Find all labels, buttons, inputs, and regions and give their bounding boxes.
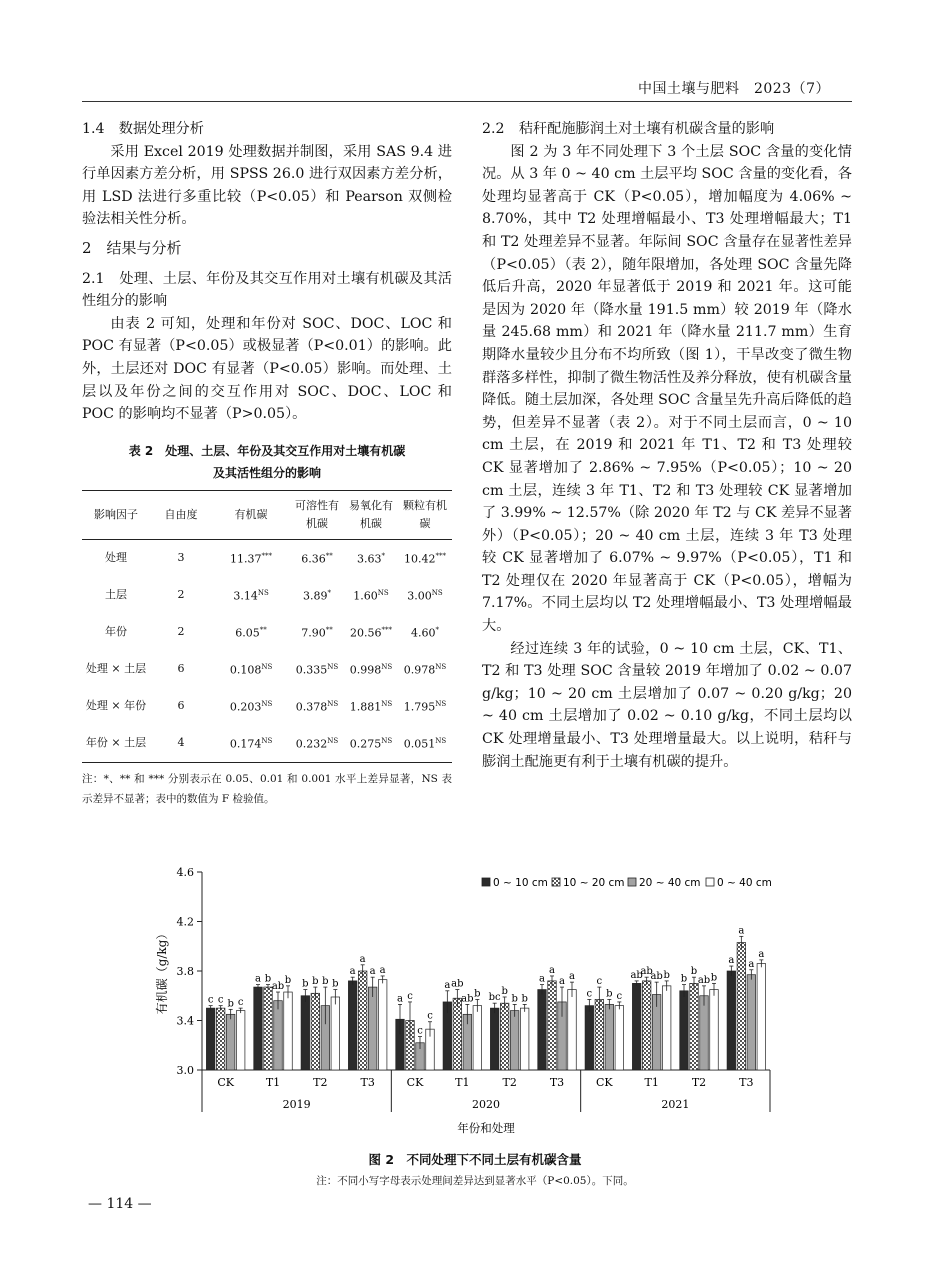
bar bbox=[301, 996, 310, 1070]
df-cell: 6 bbox=[177, 662, 185, 676]
x-tick-label: CK bbox=[406, 1076, 424, 1089]
bar bbox=[710, 990, 719, 1070]
table-row bbox=[82, 577, 452, 614]
bar bbox=[311, 993, 320, 1070]
significance-letter: b bbox=[322, 976, 329, 988]
value-cell: 10.42*** bbox=[404, 552, 446, 567]
bar bbox=[538, 990, 547, 1070]
significance-letter: c bbox=[217, 994, 224, 1006]
x-tick-label: T3 bbox=[739, 1076, 754, 1089]
bar bbox=[236, 1011, 245, 1070]
bar bbox=[615, 1006, 624, 1070]
significance-letter: ab bbox=[271, 981, 285, 993]
y-tick-label: 3.4 bbox=[176, 1014, 194, 1028]
bar bbox=[520, 1008, 529, 1070]
bar bbox=[358, 971, 367, 1070]
x-tick-label: T1 bbox=[265, 1076, 281, 1089]
x-tick-label: T2 bbox=[502, 1076, 517, 1089]
bar bbox=[216, 1008, 225, 1070]
value-cell: $0.051^{NS}$ bbox=[403, 737, 447, 752]
bar bbox=[662, 986, 671, 1070]
value-cell: $0.998^{NS}$ bbox=[349, 663, 393, 678]
value-cell: $0.275^{NS}$ bbox=[349, 737, 393, 752]
y-axis-label: 有机碳（g/kg） bbox=[155, 927, 169, 1015]
x-tick-label: T2 bbox=[691, 1076, 707, 1089]
figure-caption: 图 2 不同处理下不同土层有机碳含量 bbox=[368, 1152, 582, 1167]
bar bbox=[368, 987, 377, 1070]
right-column bbox=[482, 118, 852, 773]
value-cell: $1.60^{NS}$ bbox=[353, 589, 389, 604]
value-cell: 4.60* bbox=[411, 626, 439, 641]
significance-letter: c bbox=[596, 976, 603, 988]
left-column bbox=[82, 118, 452, 809]
bar bbox=[690, 983, 699, 1070]
significance-letter: a bbox=[728, 955, 735, 967]
significance-letter: b bbox=[690, 966, 698, 978]
significance-letter: c bbox=[407, 990, 413, 1002]
table-caption bbox=[82, 440, 452, 484]
significance-letter: b bbox=[332, 978, 339, 990]
value-cell: $0.232^{NS}$ bbox=[295, 737, 339, 752]
bar bbox=[585, 1006, 594, 1070]
significance-letter: c bbox=[417, 1025, 423, 1037]
significance-letter: b bbox=[284, 974, 292, 986]
bar bbox=[642, 981, 651, 1070]
value-cell: 3.89* bbox=[303, 589, 331, 604]
table-row bbox=[82, 651, 452, 688]
significance-letter: a bbox=[444, 979, 451, 991]
table-row bbox=[82, 614, 452, 651]
factor-cell: 年份 bbox=[105, 625, 127, 639]
year-label: 2021 bbox=[661, 1098, 690, 1111]
bar bbox=[473, 1006, 482, 1070]
significance-letter: a bbox=[569, 971, 575, 983]
value-cell: 6.36** bbox=[301, 552, 333, 567]
significance-letter: a bbox=[359, 953, 366, 965]
value-cell: $3.00^{NS}$ bbox=[407, 589, 443, 604]
year-label: 2020 bbox=[472, 1098, 500, 1111]
df-cell: 2 bbox=[177, 625, 185, 639]
table-caption-line1: 表 2 处理、土层、年份及其交互作用对土壤有机碳 bbox=[128, 443, 406, 458]
significance-letter: a bbox=[738, 925, 745, 937]
x-tick-label: T3 bbox=[360, 1076, 375, 1089]
journal-header: 中国土壤与肥料 2023（7） bbox=[637, 81, 830, 97]
legend-label: 10 ~ 20 cm bbox=[563, 877, 625, 889]
y-tick-label: 3.0 bbox=[176, 1064, 194, 1077]
value-cell: 20.56*** bbox=[350, 626, 392, 641]
x-tick-label: CK bbox=[596, 1076, 613, 1089]
bar bbox=[605, 1004, 614, 1070]
legend-swatch bbox=[482, 878, 490, 886]
table-row bbox=[82, 539, 452, 577]
header-rule bbox=[82, 101, 852, 102]
value-cell: $0.335^{NS}$ bbox=[295, 663, 339, 678]
bar bbox=[264, 987, 273, 1070]
table-header-row bbox=[82, 490, 452, 539]
df-cell: 6 bbox=[177, 699, 185, 713]
bar bbox=[548, 981, 557, 1070]
significance-letter: ab bbox=[630, 969, 643, 981]
df-cell: 2 bbox=[177, 588, 185, 602]
value-cell: $0.978^{NS}$ bbox=[403, 663, 447, 678]
significance-letter: b bbox=[606, 988, 613, 1000]
value-cell: 6.05** bbox=[235, 626, 267, 641]
anova-table bbox=[82, 490, 452, 763]
section-2-1-title: 2.1 处理、土层、年份及其交互作用对土壤有机碳及其活性组分的影响 bbox=[82, 270, 452, 310]
legend-label: 0 ~ 10 cm bbox=[493, 877, 548, 889]
significance-letter: a bbox=[549, 964, 555, 976]
factor-cell: 土层 bbox=[105, 588, 127, 602]
df-cell: 3 bbox=[177, 551, 185, 565]
legend-swatch bbox=[552, 878, 560, 886]
legend-swatch bbox=[706, 878, 714, 886]
x-tick-label: T2 bbox=[313, 1076, 328, 1089]
significance-letter: a bbox=[758, 948, 765, 960]
significance-letter: c bbox=[616, 990, 623, 1002]
significance-letter: a bbox=[397, 993, 403, 1005]
significance-letter: ab bbox=[697, 974, 711, 986]
page-number: — 114 — bbox=[88, 1196, 152, 1212]
significance-letter: b bbox=[680, 973, 688, 985]
significance-letter: ab bbox=[461, 993, 474, 1005]
section-1-4-title: 1.4 数据处理分析 bbox=[82, 121, 204, 137]
x-tick-label: T3 bbox=[549, 1076, 565, 1089]
bar bbox=[274, 1001, 283, 1070]
section-2-2-title: 2.2 秸秆配施膨润土对土壤有机碳含量的影响 bbox=[482, 121, 775, 137]
significance-letter: b bbox=[227, 998, 234, 1010]
significance-letter: a bbox=[539, 973, 545, 985]
figure-note: 注：不同小写字母表示处理间差异达到显著水平（P<0.05）。下同。 bbox=[316, 1175, 634, 1187]
bar bbox=[500, 1003, 509, 1070]
significance-letter: a bbox=[748, 958, 755, 970]
bar bbox=[747, 975, 756, 1070]
significance-letter: b bbox=[511, 993, 518, 1005]
y-tick-label: 3.8 bbox=[176, 965, 194, 978]
value-cell: $0.174^{NS}$ bbox=[229, 737, 273, 752]
legend-swatch bbox=[628, 878, 636, 886]
bar bbox=[737, 943, 746, 1070]
significance-letter: c bbox=[237, 997, 244, 1009]
bar bbox=[727, 971, 736, 1070]
bar bbox=[254, 987, 263, 1070]
significance-letter: a bbox=[255, 973, 261, 985]
value-cell: $0.378^{NS}$ bbox=[295, 700, 339, 715]
bar bbox=[453, 998, 462, 1070]
bar bbox=[632, 983, 641, 1070]
table-header-cell: 影响因子 bbox=[94, 507, 138, 521]
bar bbox=[378, 980, 387, 1070]
x-tick-label: CK bbox=[217, 1076, 234, 1089]
significance-letter: b bbox=[302, 978, 309, 990]
significance-letter: ab bbox=[650, 971, 663, 983]
significance-letter: a bbox=[369, 966, 376, 978]
value-cell: 11.37*** bbox=[230, 552, 273, 567]
bar bbox=[331, 997, 340, 1070]
bar bbox=[510, 1011, 518, 1070]
significance-letter: c bbox=[207, 994, 214, 1006]
factor-cell: 处理 × 土层 bbox=[85, 662, 147, 676]
section-1-4-paragraph: 采用 Excel 2019 处理数据并制图，采用 SAS 9.4 进行单因素方差分析，用 SPSS 26.0 进行双因素方差分析，用 LSD 法进行多重比较（P<0.05）和 Pearson 双侧检验法相关性分析。 bbox=[82, 143, 452, 228]
significance-letter: c bbox=[586, 988, 593, 1000]
significance-letter: b bbox=[474, 988, 481, 1000]
table-header-cell: 颗粒有机碳 bbox=[403, 498, 447, 530]
year-label: 2019 bbox=[282, 1098, 311, 1111]
factor-cell: 年份 × 土层 bbox=[85, 736, 147, 750]
table-header-cell: 自由度 bbox=[164, 507, 198, 521]
legend-label: 20 ~ 40 cm bbox=[639, 877, 701, 889]
value-cell: $0.108^{NS}$ bbox=[229, 663, 273, 678]
df-cell: 4 bbox=[177, 736, 185, 750]
significance-letter: a bbox=[559, 976, 565, 988]
table-note: 注：*、** 和 *** 分别表示在 0.05、0.01 和 0.001 水平上差异显著，NS 表示差异不显著；表中的数值为 F 检验值。 bbox=[82, 772, 452, 805]
significance-letter: b bbox=[710, 972, 718, 984]
value-cell: 7.90** bbox=[301, 626, 333, 641]
table-row bbox=[82, 725, 452, 763]
significance-letter: ab bbox=[640, 966, 653, 978]
legend-label: 0 ~ 40 cm bbox=[717, 877, 772, 889]
bar bbox=[490, 1008, 499, 1070]
table-row bbox=[82, 688, 452, 725]
x-tick-label: T1 bbox=[455, 1076, 470, 1089]
significance-letter: c bbox=[427, 1010, 433, 1022]
section-2-1-paragraph: 由表 2 可知，处理和年份对 SOC、DOC、LOC 和 POC 有显著（P<0.05）或极显著（P<0.01）的影响。此外，土层还对 DOC 有显著（P<0.05）影响。而处理、土层以及年份之间的交互作用对 SOC、DOC、LOC 和 POC 的影响均不显著（P>0.05）。 bbox=[82, 315, 452, 423]
bar bbox=[568, 990, 577, 1070]
significance-letter: b bbox=[521, 993, 528, 1005]
value-cell: $0.203^{NS}$ bbox=[229, 700, 273, 715]
bar bbox=[226, 1014, 235, 1070]
value-cell: $1.795^{NS}$ bbox=[403, 700, 447, 715]
value-cell: 3.63* bbox=[357, 552, 385, 567]
factor-cell: 处理 × 年份 bbox=[85, 699, 147, 713]
value-cell: $3.14^{NS}$ bbox=[233, 589, 269, 604]
bar bbox=[206, 1008, 215, 1070]
y-tick-label: 4.6 bbox=[176, 866, 194, 879]
section-2-2-paragraph-1: 图 2 为 3 年不同处理下 3 个土层 SOC 含量的变化情况。从 3 年 0 ~ 40 cm 土层平均 SOC 含量的变化看，各处理均显著高于 CK（P<0.05），增加幅度为 4.06% ~ 8.70%，其中 T2 处理增幅最小、T3 处理增幅最大；T1 和 T2 处理差异不显著。年际间 SOC 含量存在显著性差异（P<0.05）（表 2），随年限增加，各处理 SOC 含量先降低后升高，2020 年显著低于 2019 和 2021 年。这可能是因为 2020 年（降水量 191.5 mm）较 2019 年（降水量 245.68 mm）和 2021 年（降水量 211.7 mm）生育期降水量较少且分布不均所致（图 1），干旱改变了微生物群落多样性，抑制了微生物活性及养分释放，使有机碳含量降低。随土层加深，各处理 SOC 含量呈先升高后降低的趋势，但差异不显著（表 2）。对于不同土层而言，0 ~ 10 cm 土层，在 2019 和 2021 年 T1、T2 和 T3 处理较 CK 显著增加了 2.86% ~ 7.95%（P<0.05）；10 ~ 20 cm 土层，连续 3 年 T1、T2 和 T3 处理较 CK 显著增加了 3.99% ~ 12.57%（除 2020 年 T2 与 CK 差异不显著外）（P<0.05）；20 ~ 40 cm 土层，连续 3 年 T3 处理较 CK 显著增加了 6.07% ~ 9.97%（P<0.05），T1 和 T2 处理仅在 2020 年显著高于 CK（P<0.05），增幅为 7.17%。不同土层均以 T2 处理增幅最小、T3 处理增幅最大。 bbox=[482, 143, 852, 635]
table-header-cell: 易氧化有机碳 bbox=[349, 498, 393, 530]
x-axis-label: 年份和处理 bbox=[457, 1121, 515, 1135]
table-caption-line2: 及其活性组分的影响 bbox=[212, 465, 321, 480]
bar bbox=[284, 992, 293, 1070]
significance-letter: ab bbox=[451, 978, 464, 990]
y-tick-label: 4.2 bbox=[176, 915, 194, 929]
soc-bar-chart bbox=[150, 862, 790, 1142]
significance-letter: b bbox=[312, 976, 319, 988]
bar bbox=[700, 996, 709, 1070]
bar bbox=[348, 981, 357, 1070]
significance-letter: a bbox=[379, 964, 386, 976]
section-2-title: 2 结果与分析 bbox=[82, 238, 182, 257]
value-cell: $1.881^{NS}$ bbox=[349, 700, 393, 715]
significance-letter: b bbox=[663, 969, 670, 981]
significance-letter: b bbox=[264, 973, 272, 985]
factor-cell: 处理 bbox=[105, 551, 127, 565]
significance-letter: bc bbox=[488, 992, 501, 1004]
significance-letter: b bbox=[501, 985, 508, 997]
table-header-cell: 可溶性有机碳 bbox=[295, 498, 339, 530]
significance-letter: a bbox=[349, 966, 356, 978]
bar bbox=[680, 991, 689, 1070]
x-tick-label: T1 bbox=[644, 1076, 659, 1089]
section-2-2-paragraph-2: 经过连续 3 年的试验，0 ~ 10 cm 土层，CK、T1、T2 和 T3 处理 SOC 含量较 2019 年增加了 0.02 ~ 0.07 g/kg；10 ~ 20 cm 土层增加了 0.07 ~ 0.20 g/kg；20 ~ 40 cm 土层增加了 0.02 ~ 0.10 g/kg，不同土层均以 CK 处理增量最小、T3 处理增量最大。以上说明，秸秆与膨润土配施更有利于土壤有机碳的提升。 bbox=[482, 640, 852, 770]
bar bbox=[757, 964, 766, 1070]
table-header-cell: 有机碳 bbox=[234, 507, 268, 521]
